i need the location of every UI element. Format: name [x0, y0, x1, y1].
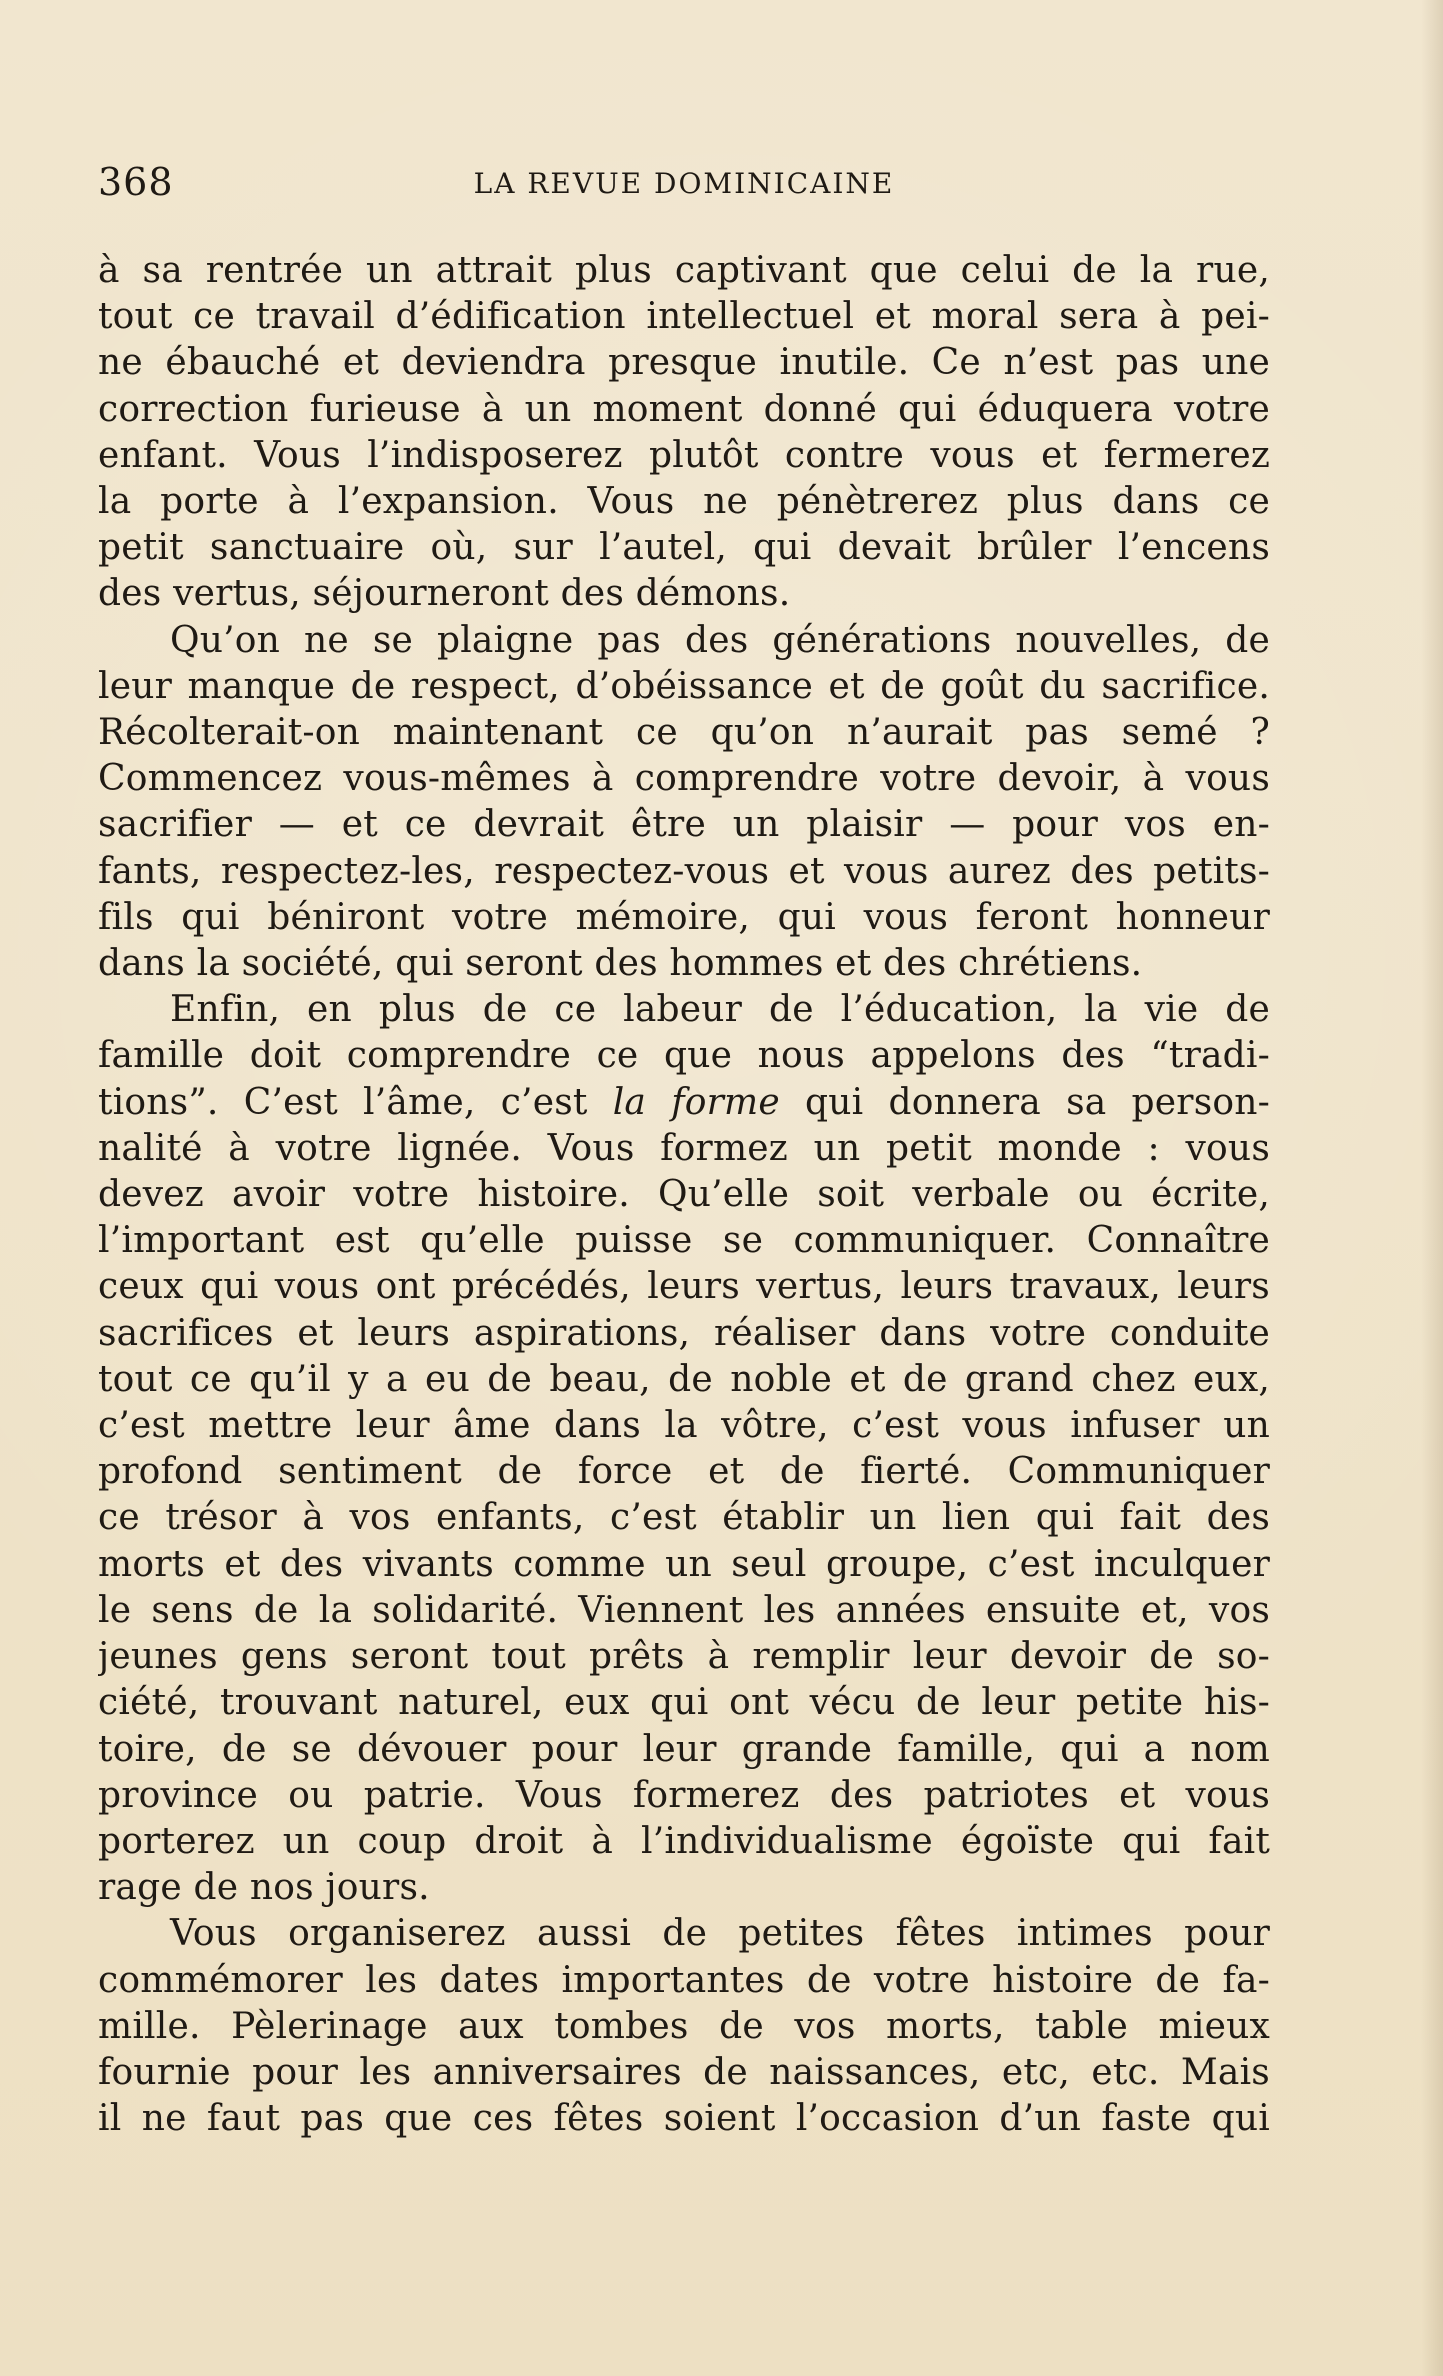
page-number: 368: [98, 160, 174, 204]
text-line-23: ceux qui vous ont précédés, leurs vertus, leurs travaux, leurs: [98, 1266, 1270, 1308]
text-line-37: Vous organiserez aussi de petites fêtes intimes pour: [170, 1913, 1270, 1955]
text-line-14: fants, respectez-les, respectez-vous et vous aurez des petits-: [98, 850, 1270, 892]
text-line-4: correction furieuse à un moment donné qui éduquera votre: [98, 388, 1270, 430]
text-line-30: le sens de la solidarité. Viennent les années ensuite et, vos: [98, 1589, 1270, 1631]
text-line-35: porterez un coup droit à l’individualisme égoïste qui fait: [98, 1820, 1270, 1862]
text-line-29: morts et des vivants comme un seul groupe, c’est inculquer: [98, 1543, 1270, 1585]
text-line-40: fournie pour les anniversaires de naissances, etc, etc. Mais: [98, 2051, 1270, 2093]
text-line-13: sacrifier — et ce devrait être un plaisir — pour vos en-: [98, 804, 1270, 846]
text-line-25: tout ce qu’il y a eu de beau, de noble et de grand chez eux,: [98, 1358, 1270, 1400]
text-line-41: il ne faut pas que ces fêtes soient l’occasion d’un faste qui: [98, 2098, 1270, 2140]
text-line-2: tout ce travail d’édification intellectuel et moral sera à pei-: [98, 296, 1270, 338]
text-line-34: province ou patrie. Vous formerez des patriotes et vous: [98, 1774, 1270, 1816]
text-line-27: profond sentiment de force et de fierté. Communiquer: [98, 1451, 1270, 1493]
text-line-21: devez avoir votre histoire. Qu’elle soit verbale ou écrite,: [98, 1174, 1270, 1216]
text-line-19-part-1: tions”. C’est l’âme, c’est: [98, 1081, 613, 1123]
text-line-16: dans la société, qui seront des hommes et des chrétiens.: [98, 943, 1143, 985]
text-line-36: rage de nos jours.: [98, 1867, 430, 1909]
text-line-10: leur manque de respect, d’obéissance et de goût du sacrifice.: [98, 665, 1270, 707]
text-line-24: sacrifices et leurs aspirations, réaliser dans votre conduite: [98, 1312, 1270, 1354]
text-line-18: famille doit comprendre ce que nous appelons des “tradi-: [98, 1035, 1270, 1077]
text-line-9: Qu’on ne se plaigne pas des générations nouvelles, de: [170, 619, 1270, 661]
text-line-11: Récolterait-on maintenant ce qu’on n’aurait pas semé ?: [98, 712, 1270, 754]
text-line-19: [98, 1080, 1270, 1126]
text-line-31: jeunes gens seront tout prêts à remplir leur devoir de so-: [98, 1636, 1270, 1678]
text-line-38: commémorer les dates importantes de votre histoire de fa-: [98, 1959, 1270, 2001]
text-line-33: toire, de se dévouer pour leur grande famille, qui a nom: [98, 1728, 1270, 1770]
text-line-12: Commencez vous-mêmes à comprendre votre devoir, à vous: [98, 758, 1270, 800]
emphasis-la-forme: la forme: [612, 1081, 780, 1123]
text-line-20: nalité à votre lignée. Vous formez un petit monde : vous: [98, 1127, 1270, 1169]
text-line-3: ne ébauché et deviendra presque inutile. Ce n’est pas une: [98, 342, 1270, 384]
text-line-7: petit sanctuaire où, sur l’autel, qui devait brûler l’encens: [98, 527, 1270, 569]
text-line-39: mille. Pèlerinage aux tombes de vos morts, table mieux: [98, 2005, 1270, 2047]
text-line-28: ce trésor à vos enfants, c’est établir un lien qui fait des: [98, 1497, 1270, 1539]
text-line-15: fils qui béniront votre mémoire, qui vous feront honneur: [98, 896, 1270, 938]
text-line-8: des vertus, séjourneront des démons.: [98, 573, 791, 615]
page-header: [98, 158, 1270, 206]
text-line-6: la porte à l’expansion. Vous ne pénètrerez plus dans ce: [98, 481, 1270, 523]
text-line-22: l’important est qu’elle puisse se communiquer. Connaître: [98, 1220, 1270, 1262]
running-head: LA REVUE DOMINICAINE: [473, 167, 895, 200]
page-edge-shadow: [1421, 0, 1443, 2376]
text-line-5: enfant. Vous l’indisposerez plutôt contre vous et fermerez: [98, 434, 1270, 476]
text-line-26: c’est mettre leur âme dans la vôtre, c’est vous infuser un: [98, 1405, 1270, 1447]
text-line-1: à sa rentrée un attrait plus captivant que celui de la rue,: [98, 250, 1270, 291]
body-text: [98, 248, 1270, 2142]
text-line-32: ciété, trouvant naturel, eux qui ont vécu de leur petite his-: [98, 1682, 1270, 1724]
text-line-17: Enfin, en plus de ce labeur de l’éducation, la vie de: [170, 989, 1270, 1031]
text-line-19-part-2: qui donnera sa person-: [779, 1081, 1270, 1123]
